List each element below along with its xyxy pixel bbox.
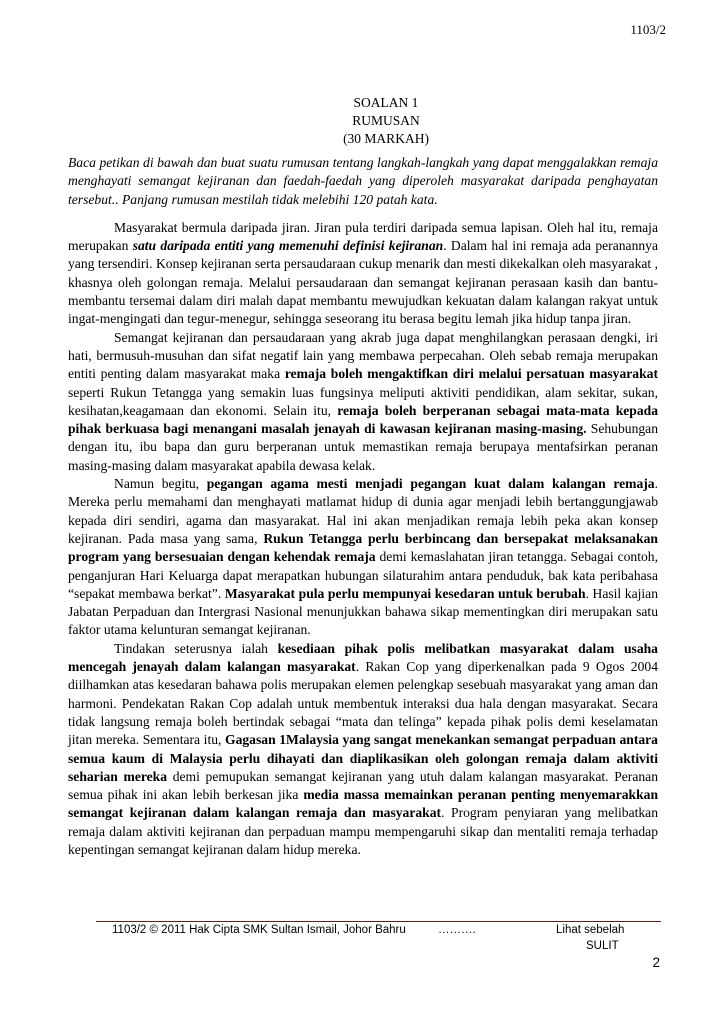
text-run: demi kemaslahatan jiran tetangga. Sebagai contoh, penganjuran Hari Keluarga dapat merapatkan hubungan silaturahim antara penduduk, bak kata peribahasa “sepakat membawa berkat”. (68, 549, 658, 601)
text-run: Semangat kejiranan dan persaudaraan yang akrab juga dapat menghilangkan perasaan dengki, iri hati, bermusuh-musuhan dan sifat negatif lain yang membawa perpecahan. Oleh sebab remaja merupakan entiti penting dalam masyarakat maka (68, 329, 658, 382)
document-body (68, 154, 658, 859)
question-heading (0, 94, 728, 148)
text-run: . Hasil kajian Jabatan Perpaduan dan Intergrasi Nasional menunjukkan bahawa sikap mementingkan diri merupakan satu faktor utama kelunturan semangat kejiranan. (68, 585, 659, 638)
highlight-point: Gagasan 1Malaysia yang sangat menekankan semangat perpaduan antara semua kaum di Malaysia perlu dihayati dan diaplikasikan oleh golongan remaja dalam aktiviti seharian mereka (68, 732, 658, 784)
highlight-point: remaja boleh berperanan sebagai mata-mata kepada pihak berkuasa bagi menangani masalah jenayah di kawasan kejiranan masing-masing. (68, 402, 659, 437)
text-run: Masyarakat bermula daripada jiran. Jiran pula terdiri daripada semua lapisan. Oleh hal itu, remaja merupakan (68, 219, 658, 254)
question-type: RUMUSAN (352, 113, 420, 128)
highlight-point: satu daripada entiti yang memenuhi definisi kejiranan (132, 238, 444, 254)
footer-next-page: Lihat sebelah (556, 924, 625, 936)
text-run: . Dalam hal ini remaja ada peranannya yang tersendiri. Konsep kejiranan serta persaudaraan cukup menarik dan mesti dikekalkan oleh masyarakat , khasnya oleh golongan remaja. Melalui persaudaraan dan semangat kejiranan perasaan kasih dan bantu-membantu tersemai dalam diri malah dapat membantu mewujudkan kekuatan dalam kalangan rakyat untuk ingat-mengingati dan tegur-menegur, sehingga seseorang itu berasa begitu lemah jika hidup tanpa jiran. (68, 238, 658, 327)
highlight-point: media massa memainkan peranan penting menyemarakkan semangat kejiranan dalam kalangan remaja dan masyarakat (68, 787, 659, 821)
question-marks: (30 MARKAH) (343, 131, 429, 146)
question-number: SOALAN 1 (353, 95, 419, 110)
text-run: . Program penyiaran yang melibatkan remaja dalam aktiviti kejiranan dan perpaduan mampu mempengaruhi sikap dan mentaliti remaja terhadap kepentingan semangat kejiranan dalam hidup mereka. (68, 805, 659, 857)
instruction-text: Baca petikan di bawah dan buat suatu rumusan tentang langkah-langkah yang dapat menggalakkan remaja menghayati semangat kejiranan dan faedah-faedah yang diperoleh masyarakat daripada penghayatan tersebut.. Panjang rumusan mestilah tidak melebihi 120 patah kata. (68, 155, 658, 207)
text-run: Sehubungan dengan itu, ibu bapa dan guru berperanan untuk memastikan remaja berupaya mentafsirkan peranan masing-masing dalam masyarakat apabila dewasa kelak. (68, 421, 658, 473)
footer-copyright: 1103/2 © 2011 Hak Cipta SMK Sultan Ismail, Johor Bahru (112, 924, 406, 936)
text-run: seperti Rukun Tetangga yang semakin luas fungsinya meliputi aktiviti pendidikan, alam sekitar, sukan, kesihatan,keagamaan dan ekonomi. Selain itu, (68, 384, 658, 418)
text-run: . Rakan Cop yang diperkenalkan pada 9 Ogos 2004 diilhamkan atas kesedaran bahawa polis merupakan elemen pelengkap sesebuah masyarakat yang aman dan harmoni. Pendekatan Rakan Cop adalah untuk membentuk interaksi dua hala dengan masyarakat. Secara tidak langsung remaja boleh bertindak sebagai “mata dan telinga” kepada pihak polis demi keselamatan jitan mereka. Sementara itu, (68, 659, 658, 748)
paragraph-3 (68, 475, 658, 640)
footer-classification: SULIT (586, 940, 619, 952)
text-run: Tindakan seterusnya ialah (114, 640, 278, 656)
footer-dots: ………. (438, 924, 476, 936)
highlight-point: remaja boleh mengaktifkan diri melalui persatuan masyarakat (284, 366, 658, 382)
footer-divider (96, 921, 661, 922)
paragraph-4 (68, 640, 658, 860)
paragraph-1 (68, 219, 658, 329)
paper-code: 1103/2 (630, 22, 666, 37)
page-number: 2 (652, 955, 660, 970)
text-run: . Mereka perlu memahami dan menghayati matlamat hidup di dunia agar menjadi lebih bertanggungjawab kepada diri sendiri, agama dan masyarakat. Hal ini akan menjadikan remaja lebih peka akan konsep kejiranan. Pada masa yang sama, (68, 476, 658, 546)
highlight-point: kesediaan pihak polis melibatkan masyarakat dalam usaha mencegah jenayah dalam kalangan masyarakat (68, 640, 658, 675)
text-run: demi pemupukan semangat kejiranan yang utuh dalam kalangan masyarakat. Peranan semua pihak ini akan lebih berkesan jika (68, 768, 658, 803)
text-run: Namun begitu, (114, 476, 207, 492)
highlight-point: pegangan agama mesti menjadi pegangan kuat dalam kalangan remaja (206, 476, 655, 492)
highlight-point: Rukun Tetangga perlu berbincang dan bersepakat melaksanakan program yang bersesuaian dengan kehendak remaja (68, 530, 658, 565)
highlight-point: Masyarakat pula perlu mempunyai kesedaran untuk berubah (224, 585, 586, 601)
paragraph-2 (68, 329, 658, 475)
